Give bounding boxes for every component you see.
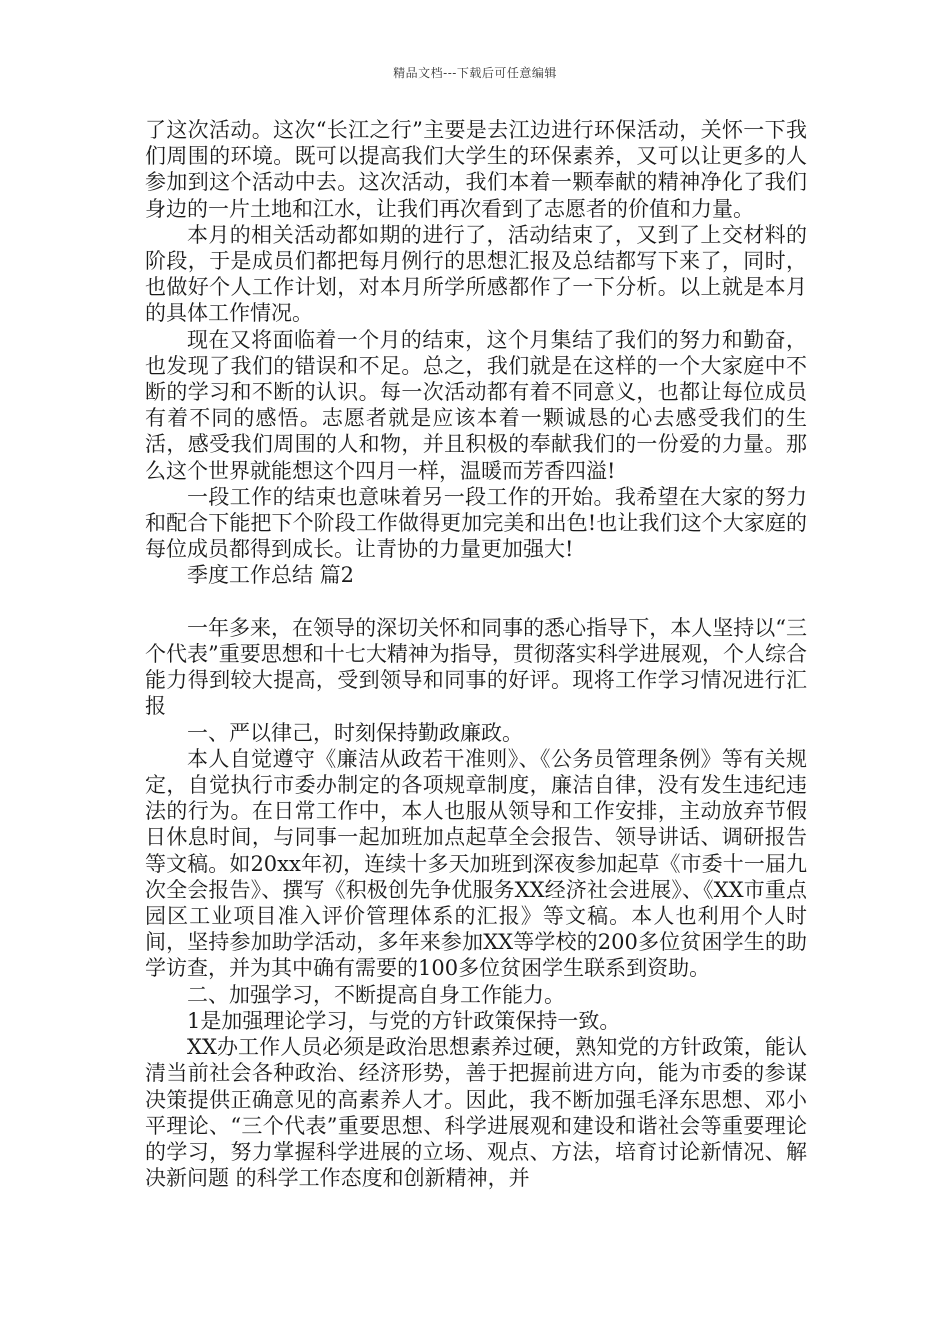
blank-line [145, 589, 807, 615]
subheading: 二、加强学习，不断提高自身工作能力。 [187, 982, 565, 1007]
paragraph: 本月的相关活动都如期的进行了，活动结束了，又到了上交材料的阶段，于是成员们都把每月例行的思想汇报及总结都写下来了，同时，也做好个人工作计划，对本月所学所感都作了一下分析。以上就是本月的具体工作情况。 [145, 222, 807, 326]
paragraph: 本人自觉遵守《廉洁从政若干准则》、《公务员管理条例》等有关规定，自觉执行市委办制定的各项规章制度，廉洁自律，没有发生违纪违法的行为。在日常工作中，本人也服从领导和工作安排，主动放弃节假日休息时间，与同事一起加班加点起草全会报告、领导讲话、调研报告等文稿。如20xx年初，连续十多天加班到深夜参加起草《市委十一届九次全会报告》、撰写《积极创先争优服务XX经济社会进展》、《XX市重点园区工业项目准入评价管理体系的汇报》等文稿。本人也利用个人时间，坚持参加助学活动，多年来参加XX等学校的200多位贫困学生的助学访查，并为其中确有需要的100多位贫困学生联系到资助。 [145, 746, 807, 981]
section-heading: 季度工作总结 篇2 [187, 563, 355, 588]
document-body [145, 117, 807, 1191]
paragraph: 了这次活动。这次“长江之行”主要是去江边进行环保活动，关怀一下我们周围的环境。既可以提高我们大学生的环保素养，又可以让更多的人参加到这个活动中去。这次活动，我们本着一颗奉献的精神净化了我们身边的一片土地和江水，让我们再次看到了志愿者的价值和力量。 [145, 118, 807, 221]
paragraph: 现在又将面临着一个月的结束，这个月集结了我们的努力和勤奋，也发现了我们的错误和不足。总之，我们就是在这样的一个大家庭中不断的学习和不断的认识。每一次活动都有着不同意义，也都让每位成员有着不同的感悟。志愿者就是应该本着一颗诚恳的心去感受我们的生活，感受我们周围的人和物，并且积极的奉献我们的一份爱的力量。那么这个世界就能想这个四月一样，温暖而芳香四溢! [145, 327, 807, 483]
page-header: 精品文档---下载后可任意编辑 [393, 66, 557, 80]
subheading: 一、严以律己，时刻保持勤政廉政。 [187, 720, 523, 745]
paragraph: 一年多来，在领导的深切关怀和同事的悉心指导下，本人坚持以“三个代表”重要思想和十七大精神为指导，贯彻落实科学进展观，个人综合能力得到较大提高，受到领导和同事的好评。现将工作学习情况进行汇报 [145, 615, 807, 719]
subheading: 1是加强理论学习，与党的方针政策保持一致。 [187, 1008, 621, 1033]
paragraph: XX办工作人员必须是政治思想素养过硬，熟知党的方针政策，能认清当前社会各种政治、经济形势，善于把握前进方向，能为市委的参谋决策提供正确意见的高素养人才。因此，我不断加强毛泽东思想、邓小平理论、“三个代表”重要思想、科学进展观和建设和谐社会等重要理论的学习，努力掌握科学进展的立场、观点、方法，培育讨论新情况、解决新问题 的科学工作态度和创新精神，并 [145, 1035, 807, 1191]
paragraph: 一段工作的结束也意味着另一段工作的开始。我希望在大家的努力和配合下能把下个阶段工作做得更加完美和出色!也让我们这个大家庭的每位成员都得到成长。让青协的力量更加强大! [145, 484, 807, 562]
